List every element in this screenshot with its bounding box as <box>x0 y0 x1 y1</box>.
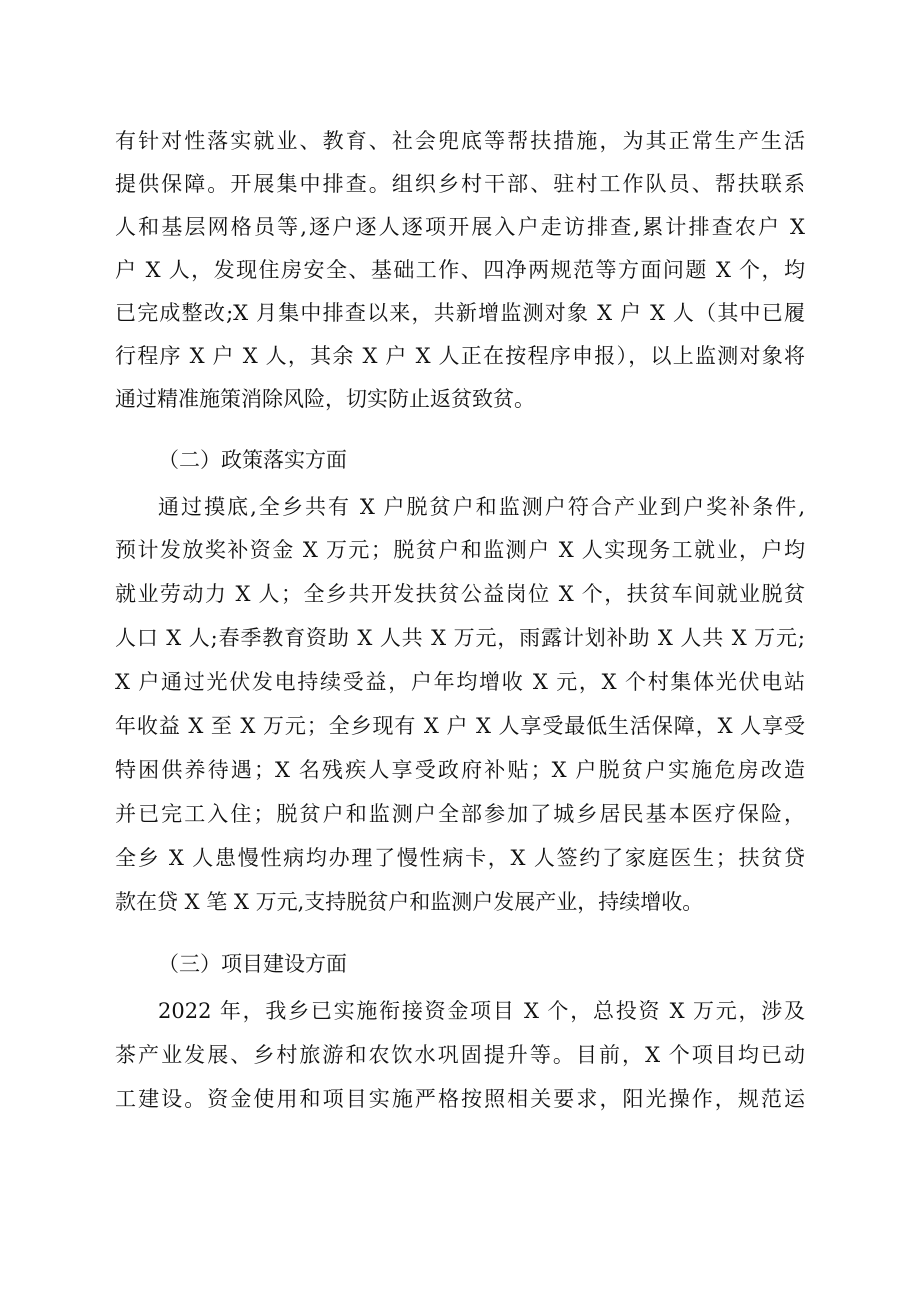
paragraph-line: 人口 X 人;春季教育资助 X 人共 X 万元，雨露计划补助 X 人共 X 万元; <box>115 626 805 650</box>
paragraph-line: 工建设。资金使用和项目实施严格按照相关要求，阳光操作，规范运 <box>115 1087 805 1111</box>
section-heading-policy: （二）政策落实方面 <box>158 448 347 472</box>
paragraph-line: 全乡 X 人患慢性病均办理了慢性病卡，X 人签约了家庭医生；扶贫贷 <box>115 846 805 870</box>
paragraph-line: 年收益 X 至 X 万元；全乡现有 X 户 X 人享受最低生活保障，X 人享受 <box>115 714 805 738</box>
paragraph-line: 行程序 X 户 X 人，其余 X 户 X 人正在按程序申报），以上监测对象将 <box>115 344 805 368</box>
paragraph-line: 预计发放奖补资金 X 万元；脱贫户和监测户 X 人实现务工就业，户均 <box>115 538 805 562</box>
paragraph-line: 人和基层网格员等,逐户逐人逐项开展入户走访排查,累计排查农户 X <box>115 215 805 239</box>
paragraph-line: 通过精准施策消除风险，切实防止返贫致贫。 <box>115 387 535 411</box>
section-heading-projects: （三）项目建设方面 <box>158 952 347 976</box>
paragraph-line: 款在贷 X 笔 X 万元,支持脱贫户和监测户发展产业，持续增收。 <box>115 890 704 914</box>
paragraph-line: 就业劳动力 X 人；全乡共开发扶贫公益岗位 X 个，扶贫车间就业脱贫 <box>115 582 805 606</box>
paragraph-line: 有针对性落实就业、教育、社会兜底等帮扶措施，为其正常生产生活 <box>115 129 805 153</box>
paragraph-line: 特困供养待遇；X 名残疾人享受政府补贴；X 户脱贫户实施危房改造 <box>115 758 805 782</box>
paragraph-line: 户 X 人，发现住房安全、基础工作、四净两规范等方面问题 X 个，均 <box>115 258 805 282</box>
paragraph-line: 并已完工入住；脱贫户和监测户全部参加了城乡居民基本医疗保险， <box>115 802 805 826</box>
paragraph-line: 已完成整改;X 月集中排查以来，共新增监测对象 X 户 X 人（其中已履 <box>115 301 805 325</box>
paragraph-line: 茶产业发展、乡村旅游和农饮水巩固提升等。目前，X 个项目均已动 <box>115 1043 805 1067</box>
paragraph-line: 通过摸底,全乡共有 X 户脱贫户和监测户符合产业到户奖补条件, <box>158 495 805 519</box>
paragraph-line: X 户通过光伏发电持续受益，户年均增收 X 元，X 个村集体光伏电站 <box>115 670 805 694</box>
paragraph-line: 提供保障。开展集中排查。组织乡村干部、驻村工作队员、帮扶联系 <box>115 172 805 196</box>
paragraph-line: 2022 年，我乡已实施衔接资金项目 X 个，总投资 X 万元，涉及 <box>158 999 805 1023</box>
